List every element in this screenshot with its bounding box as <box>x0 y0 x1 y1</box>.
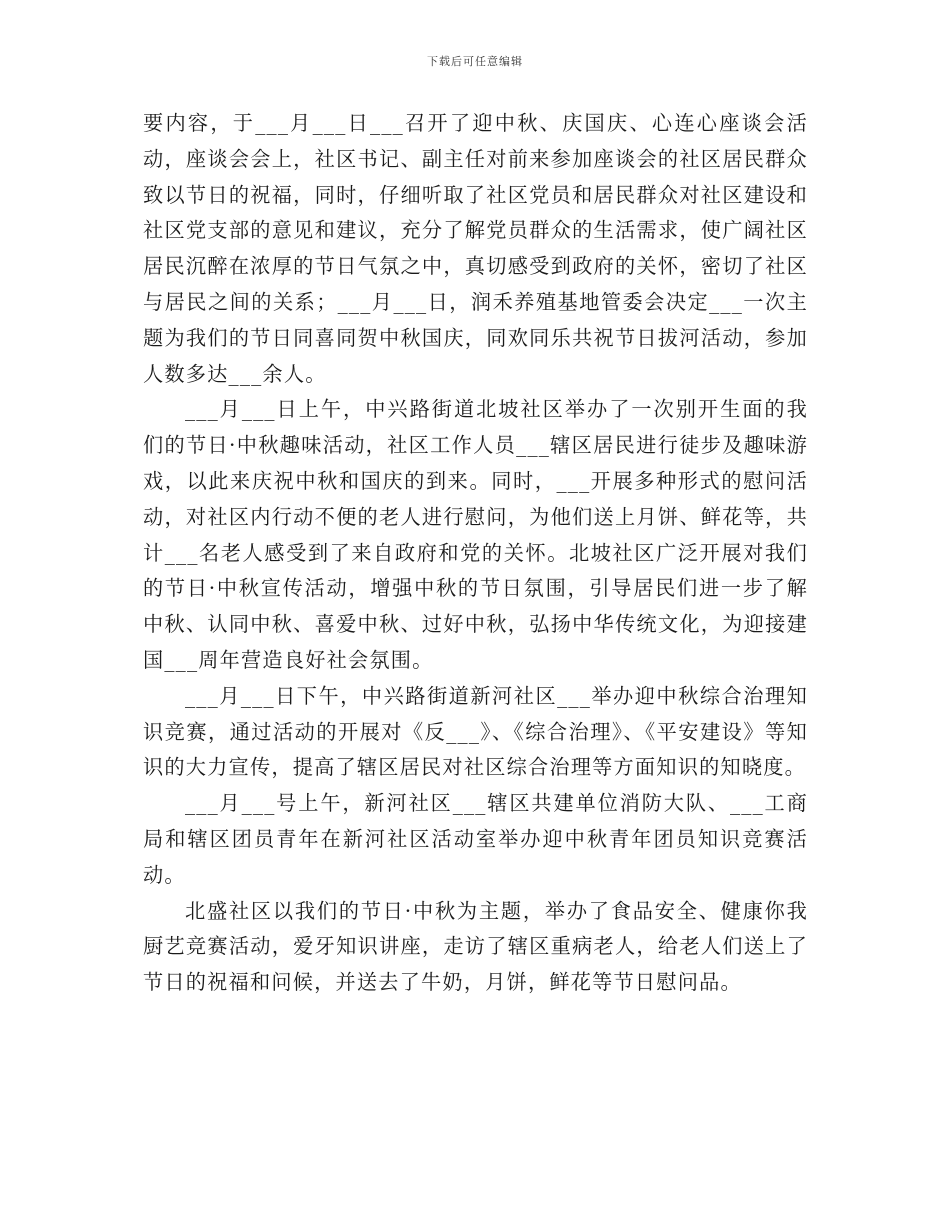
page-header: 下载后可任意编辑 <box>427 55 523 68</box>
paragraph-beipo-community: ___月___日上午，中兴路街道北坡社区举办了一次别开生面的我们的节日·中秋趣味活动，社区工作人员___辖区居民进行徒步及趣味游戏，以此来庆祝中秋和国庆的到来。同时，___开展多种形式的慰问活动，对社区内行动不便的老人进行慰问，为他们送上月饼、鲜花等，共计___名老人感受到了来自政府和党的关怀。北坡社区广泛开展对我们的节日·中秋宣传活动，增强中秋的节日氛围，引导居民们进一步了解中秋、认同中秋、喜爱中秋、过好中秋，弘扬中华传统文化，为迎接建国___周年营造良好社会氛围。 <box>143 397 808 672</box>
paragraph-youth-quiz: ___月___号上午，新河社区___辖区共建单位消防大队、___工商局和辖区团员青年在新河社区活动室举办迎中秋青年团员知识竞赛活动。 <box>143 791 808 887</box>
paragraph-beisheng-community: 北盛社区以我们的节日·中秋为主题，举办了食品安全、健康你我厨艺竞赛活动，爱牙知识讲座，走访了辖区重病老人，给老人们送上了节日的祝福和问候，并送去了牛奶，月饼，鲜花等节日慰问品。 <box>143 898 808 995</box>
document-body <box>143 106 808 1001</box>
paragraph-continuation: 要内容，于___月___日___召开了迎中秋、庆国庆、心连心座谈会活动，座谈会会上，社区书记、副主任对前来参加座谈会的社区居民群众致以节日的祝福，同时，仔细听取了社区党员和居民群众对社区建设和社区党支部的意见和建议，充分了解党员群众的生活需求，使广阔社区居民沉醉在浓厚的节日气氛之中，真切感受到政府的关怀，密切了社区与居民之间的关系；___月___日，润禾养殖基地管委会决定___一次主题为我们的节日同喜同贺中秋国庆，同欢同乐共祝节日拔河活动，参加人数多达___余人。 <box>143 111 808 386</box>
paragraph-xinhe-quiz: ___月___日下午，中兴路街道新河社区___举办迎中秋综合治理知识竞赛，通过活动的开展对《反___》、《综合治理》、《平安建设》等知识的大力宣传，提高了辖区居民对社区综合治理等方面知识的知晓度。 <box>143 683 808 780</box>
